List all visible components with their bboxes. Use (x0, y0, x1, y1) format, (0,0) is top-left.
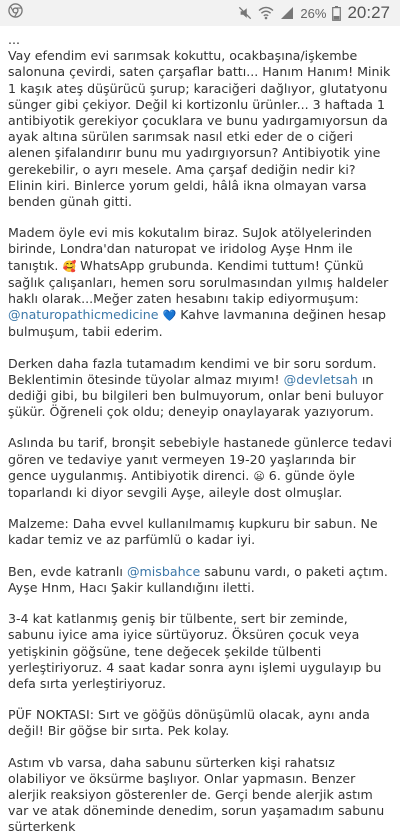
paragraph-1: ... Vay efendim evi sarımsak kokuttu, ocakbaşına/işkembe salonuna çevirdi, saten çarşaflar battı... Hanım Hanım! Minik 1 kaşık ateş düşürücü şurup; karaciğeri dağlıyor, glutatyonu sünger gibi çekiyor. Değil ki kortizonlu ürünler... 3 haftada 1 antibiyotik gerekiyor çocuklara ve bunu yadırgamıyorsun da ayak altına sürülen sarımsak nasıl etki eder de o ciğeri alenen şifalandırır bunu mu yadırgıyorsun? Antibiyotik yine gerekebilir, o ayrı mesele. Ama çarşaf dediğin nedir ki? Elinin kiri. Binlerce yorum geldi, hâlâ ikna olmayan varsa benden günah gitti. (8, 32, 391, 210)
mention-devletsah-link[interactable]: @devletsah (283, 371, 358, 387)
paragraph-6-text-b: sabunu vardı, o paketi açtım. Ayşe Hnm, Hacı Şakir kullandığını iletti. (8, 563, 388, 595)
wifi-icon (258, 6, 274, 20)
paragraph-6 (8, 564, 392, 596)
paragraph-2-text-c: Kahve lavmanına değinen hesap bulmuşum, tabii ederim. (8, 307, 386, 340)
paragraph-4-text-b: 6. günde öyle toparlandı ki diyor sevgili Ayşe, aileyle dost olmuşlar. (8, 467, 355, 501)
mute-icon (238, 6, 252, 20)
mention-misbahce-link[interactable]: @misbahce (126, 563, 201, 579)
paragraph-3 (8, 356, 392, 421)
paragraph-6-text-a: Ben, evde katranlı (8, 563, 127, 579)
paragraph-4 (8, 435, 392, 501)
paragraph-2 (8, 225, 392, 340)
paragraph-3-text-a: Derken daha fazla tutamadım kendimi ve bir soru sordum. Beklentimin ötesinde tüyolar almaz mıyım! (8, 355, 377, 387)
paragraph-2-text-b: WhatsApp grubunda. Kendimi tuttum! Çünkü sağlık çalışanları, hemen soru sorulmasından yılmış haldeler haklı olarak...Meğer zaten hesabını takip ediyormuşum: (8, 257, 389, 307)
blue-heart-emoji: 💙 (162, 309, 177, 323)
paragraph-2-text-a: Madem öyle evi mis kokutalım biraz. SuJok atölyelerinden birinde, Londra'dan naturopat ve iridolog Ayşe Hnm ile tanıştık. (8, 225, 372, 273)
mention-naturopathicmedicine-link[interactable]: @naturopathicmedicine (8, 307, 159, 323)
worried-face-emoji: 😦 (253, 469, 265, 483)
paragraph-3-text-b: ın dediği gibi, bu bilgileri ben bulmuyorum, onlar beni buluyor şükür. Öğreneli çok oldu; deneyip onaylayarak yazıyorum. (8, 371, 384, 420)
paragraph-4-text-a: Aslında bu tarif, bronşit sebebiyle hastanede günlerce tedavi gören ve tedaviye yanıt vermeyen 19-20 yaşlarında bir gence uygulanmış. Antibiyotik direnci. (8, 435, 392, 483)
battery-percent: 26% (300, 5, 327, 21)
battery-icon (332, 6, 341, 21)
clock: 20:27 (347, 3, 390, 22)
status-bar (0, 0, 400, 26)
signal-icon (280, 6, 294, 20)
paragraph-7: 3-4 kat katlanmış geniş bir tülbente, sert bir zeminde, sabunu iyice ama iyice sürtüyoruz. Öksüren çocuk veya yetişkinin göğsüne, tene değecek şekilde tülbenti yerleştiriyoruz. 4 saat kadar sonra aynı işlemi uygulayıp bu defa sırta yerleştiriyoruz. (8, 611, 382, 691)
paragraph-5: Malzeme: Daha evvel kullanılmamış kupkuru bir sabun. Ne kadar temiz ve az parfümlü o kadar iyi. (8, 516, 378, 548)
chrome-icon (8, 3, 23, 23)
paragraph-8: PÜF NOKTASI: Sırt ve göğüs dönüşümlü olacak, aynı anda değil! Bir göğse bir sırta. Pek kolay. (8, 707, 370, 739)
post-caption (0, 26, 400, 836)
paragraph-9: Astım vb varsa, daha sabunu sürterken kişi rahatsız olabiliyor ve öksürme başlıyor. Onlar yapmasın. Benzer alerjik reaksiyon gösterenler de. Gerçi bende alerjik astım var ve atak döneminde denedim, sorun yaşamadım sabunu sürterkenk (8, 754, 385, 835)
smiling-hearts-emoji: 🥰 (62, 259, 77, 273)
